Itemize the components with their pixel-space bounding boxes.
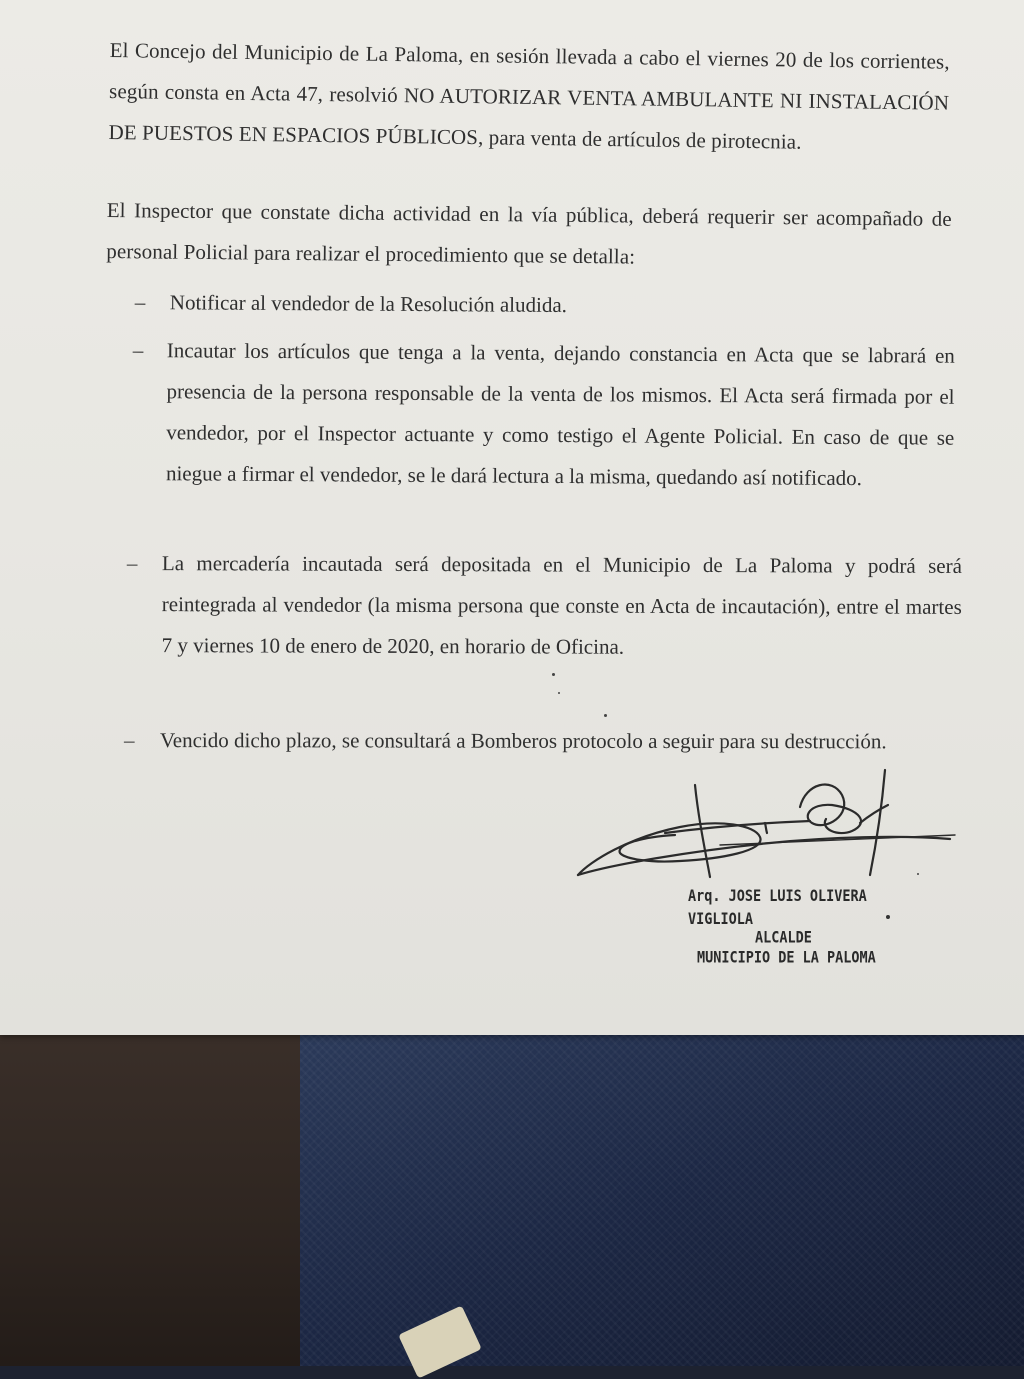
handwritten-signature [570,765,960,885]
signatory-organization: MUNICIPIO DE LA PALOMA [697,948,876,968]
ink-speck [552,673,555,676]
paragraph-inspector: El Inspector que constate dicha actividad en la vía pública, deberá requerir ser acompañado de personal Policial para realizar el procedimiento que se detalla: [106,197,952,269]
signatory-name: Arq. JOSE LUIS OLIVERA VIGLIOLA [688,887,867,929]
bullet-dash: – [132,337,144,363]
paragraph-resolution: El Concejo del Municipio de La Paloma, en sesión llevada a cabo el viernes 20 de los corrientes, según consta en Acta 47, resolvió NO AUTORIZAR VENTA AMBULANTE NI INSTALACIÓN DE PUESTOS EN ESPACIOS PÚBLICOS, para venta de artículos de pirotecnia. [108,37,950,154]
list-item-text: Notificar al vendedor de la Resolución aludida. [169,290,568,318]
bullet-dash: – [134,289,146,315]
fabric-surface [300,1030,1024,1366]
list-item-text: Vencido dicho plazo, se consultará a Bomberos protocolo a seguir para su destrucción. [159,728,887,754]
signatory-role: ALCALDE [755,928,812,948]
table-surface [0,1030,330,1366]
list-item-text: Incautar los artículos que tenga a la venta, dejando constancia en Acta que se labrará en presencia de la persona responsable de la venta de los mismos. El Acta será firmada por el vendedor, por el Inspector actuante y como testigo el Agente Policial. En caso de que se niegue a firmar el vendedor, se le dará lectura a la misma, quedando así notificado. [165,338,955,491]
ink-dot [886,915,890,919]
ink-speck [604,714,607,717]
bullet-dash: – [123,728,135,753]
signature-caption [660,888,920,968]
bullet-dash: – [126,550,138,576]
ink-speck [558,692,560,694]
list-item-text: La mercadería incautada será depositada en el Municipio de La Paloma y podrá será reintegrada al vendedor (la misma persona que conste en Acta de incautación), entre el martes 7 y viernes 10 de enero de 2020, en horario de Oficina. [161,551,962,659]
